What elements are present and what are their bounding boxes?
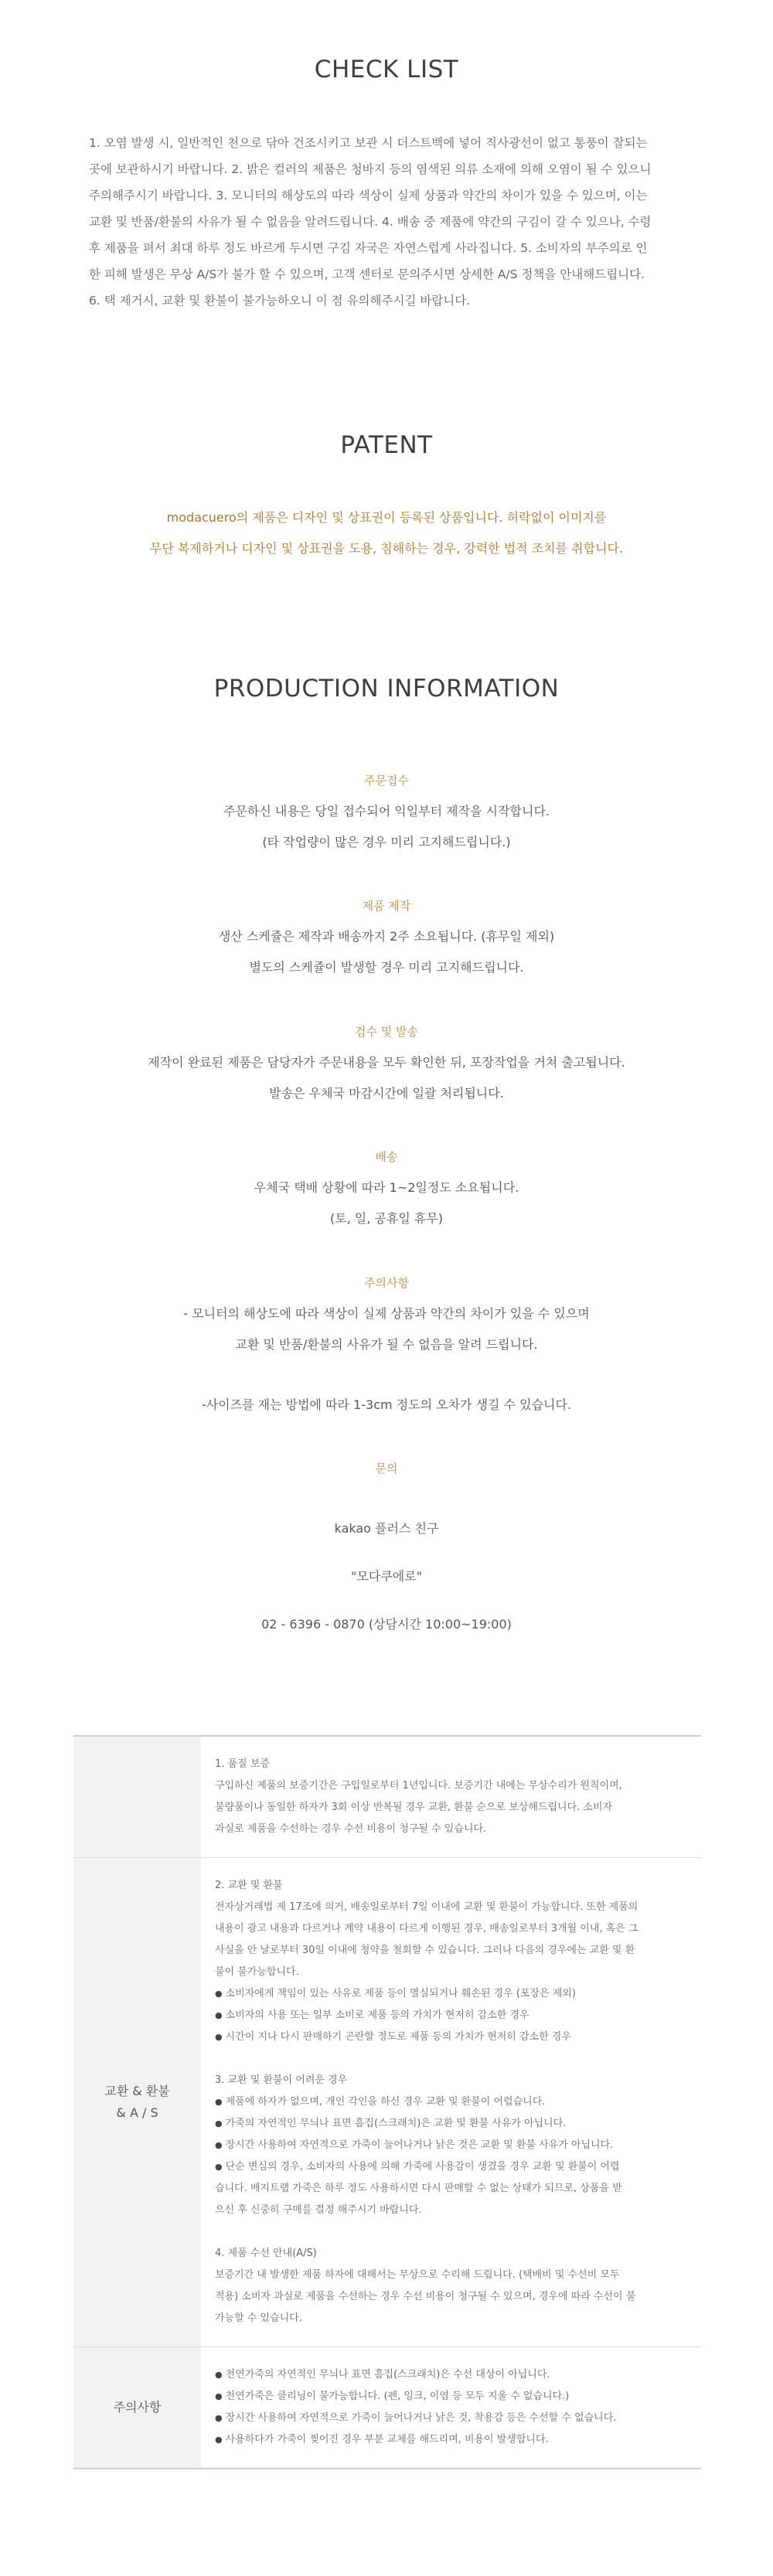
checklist-line: 교환 및 반품/환불의 사유가 될 수 없음을 알려드립니다. 4. 배송 중 제품에 약간의 구김이 갈 수 있으나, 수령 bbox=[89, 215, 652, 229]
repair-title: 4. 제품 수선 안내(A/S) bbox=[215, 2248, 317, 2259]
shipping-label: 배송 bbox=[375, 1150, 398, 1164]
repair-line: 보증기간 내 발생한 제품 하자에 대해서는 무상으로 수리해 드립니다. (택배비 및 수선비 모두 bbox=[215, 2269, 620, 2281]
exchange-bullet: ● 시간이 지나 다시 판매하기 곤란할 정도로 제품 등의 가치가 현저히 감소한 경우 bbox=[215, 2026, 687, 2048]
exchange-head: 교환 & 환불 & A / S bbox=[73, 1858, 201, 2346]
unable-bullet-long-cont: 으신 후 신중히 구매를 결정 해주시기 바랍니다. bbox=[215, 2204, 422, 2216]
warranty-line: 과실로 제품을 수선하는 경우 수선 비용이 청구될 수 있습니다. bbox=[215, 1823, 487, 1835]
notes-body bbox=[201, 2347, 701, 2468]
order-line: 주문하신 내용은 당일 접수되어 익일부터 제작을 시작합니다. bbox=[223, 804, 550, 818]
notes-bullet: ● 장시간 사용하여 자연적으로 가죽이 늘어나거나 낡은 것, 착용감 등은 수선할 수 없습니다. bbox=[215, 2408, 687, 2429]
contact-phone: 02 - 6396 - 0870 (상담시간 10:00~19:00) bbox=[261, 1617, 512, 1632]
production-inspection bbox=[0, 1016, 773, 1109]
order-label: 주문접수 bbox=[364, 774, 409, 788]
production-making bbox=[0, 890, 773, 983]
inspection-label: 검수 및 발송 bbox=[355, 1025, 418, 1039]
info-table bbox=[73, 1735, 701, 2469]
notes-head: 주의사항 bbox=[73, 2347, 201, 2468]
repair-line: 적용) 소비자 과실로 제품을 수선하는 경우 수선 비용이 청구될 수 있으며, 경우에 따라 수선이 불 bbox=[215, 2291, 636, 2302]
exchange-line: 사실을 안 날로부터 30일 이내에 청약을 철회할 수 있습니다. 그러나 다음의 경우에는 교환 및 환 bbox=[215, 1945, 635, 1956]
caution-label: 주의사항 bbox=[364, 1276, 409, 1290]
checklist-line: 6. 택 제거시, 교환 및 환불이 불가능하오니 이 점 유의해주시길 바랍니다. bbox=[89, 294, 471, 308]
contact-label: 문의 bbox=[375, 1462, 398, 1475]
checklist-line: 주의해주시기 바랍니다. 3. 모니터의 해상도의 따라 색상이 실제 상품과 약간의 차이가 있을 수 있으며, 이는 bbox=[89, 189, 648, 202]
inspection-line: 제작이 완료된 제품은 담당자가 주문내용을 모두 확인한 뒤, 포장작업을 거쳐 출고됩니다. bbox=[148, 1055, 625, 1070]
exchange-line: 불이 불가능합니다. bbox=[215, 1966, 299, 1978]
checklist-line: 곳에 보관하시기 바랍니다. 2. 밝은 컬러의 제품은 청바지 등의 염색된 의류 소재에 의해 오염이 될 수 있으니 bbox=[89, 162, 652, 176]
caution-size-note: -사이즈를 재는 방법에 따라 1-3cm 정도의 오차가 생길 수 있습니다. bbox=[201, 1397, 572, 1412]
production-caution bbox=[0, 1268, 773, 1421]
warranty-body bbox=[201, 1737, 701, 1857]
contact-name: "모다쿠에로" bbox=[351, 1569, 422, 1584]
patent-line: modacuero의 제품은 디자인 및 상표권이 등록된 상품입니다. 허락없이 이미지를 bbox=[166, 510, 607, 525]
exchange-line: 전자상거래법 제 17조에 의거, 배송일로부터 7일 이내에 교환 및 환불이 가능합니다. 또한 제품의 bbox=[215, 1901, 638, 1913]
making-label: 제품 제작 bbox=[362, 899, 411, 913]
exchange-bullet: ● 소비자에게 책임이 있는 사유로 제품 등이 멸실되거나 훼손된 경우 (포장은 제외) bbox=[215, 1983, 687, 2005]
contact-kakao[interactable]: kakao 플러스 친구 bbox=[334, 1521, 439, 1536]
production-order bbox=[0, 765, 773, 858]
warranty-head bbox=[73, 1737, 201, 1857]
warranty-line: 구입하신 제품의 보증기간은 구입일로부터 1년입니다. 보증기간 내에는 무상수리가 원칙이며, bbox=[215, 1780, 622, 1792]
warranty-line: 불량품이나 동일한 하자가 3회 이상 반복될 경우 교환, 환불 순으로 보상해드립니다. 소비자 bbox=[215, 1802, 613, 1813]
exchange-line: 내용이 광고 내용과 다르거나 계약 내용이 다르게 이행된 경우, 배송일로부터 3개월 이내, 혹은 그 bbox=[215, 1923, 638, 1935]
making-line: 생산 스케쥴은 제작과 배송까지 2주 소요됩니다. (휴무일 제외) bbox=[218, 929, 555, 944]
caution-line: - 모니터의 해상도에 따라 색상이 실제 상품과 약간의 차이가 있을 수 있으며 bbox=[183, 1306, 590, 1321]
production-title: PRODUCTION INFORMATION bbox=[213, 675, 560, 703]
unable-bullet-long: ● 단순 변심의 경우, 소비자의 사용에 의해 가죽에 사용감이 생겼을 경우 교환 및 환불이 어렵 bbox=[215, 2156, 687, 2178]
checklist-title: CHECK LIST bbox=[314, 56, 459, 83]
shipping-line: 우체국 택배 상황에 따라 1~2일정도 소요됩니다. bbox=[254, 1180, 519, 1195]
making-line: 별도의 스케쥴이 발생할 경우 미리 고지해드립니다. bbox=[249, 960, 524, 975]
table-row-exchange bbox=[73, 1858, 701, 2347]
warranty-title: 1. 품질 보증 bbox=[215, 1758, 270, 1770]
inspection-line: 발송은 우체국 마감시간에 일괄 처리됩니다. bbox=[269, 1086, 504, 1101]
notes-bullet: ● 사용하다가 가죽이 찢어진 경우 부분 교체를 해드리며, 비용이 발생합니다. bbox=[215, 2429, 687, 2451]
unable-bullet-long-cont: 습니다. 배지트랩 가죽은 하루 정도 사용하시면 다시 판매할 수 없는 상태가 되므로, 상품을 받 bbox=[215, 2183, 622, 2194]
exchange-title: 2. 교환 및 환불 bbox=[215, 1880, 283, 1891]
production-contact bbox=[0, 1453, 773, 1640]
production-shipping bbox=[0, 1142, 773, 1234]
patent-title: PATENT bbox=[340, 431, 433, 459]
notes-bullet: ● 천연가죽은 클리닝이 불가능합니다. (펜, 잉크, 이염 등 모두 지울 수 없습니다.) bbox=[215, 2386, 687, 2408]
table-row-warranty bbox=[73, 1737, 701, 1858]
notes-bullet: ● 천연가죽의 자연적인 무늬나 표면 흠집(스크래치)은 수선 대상이 아닙니다. bbox=[215, 2364, 687, 2386]
unable-bullet: ● 가죽의 자연적인 무늬나 표면 흠집(스크래치)은 교환 및 환불 사유가 아닙니다. bbox=[215, 2113, 687, 2135]
unable-bullet: ● 장시간 사용하여 자연적으로 가죽이 늘어나거나 낡은 것은 교환 및 환불 사유가 아닙니다. bbox=[215, 2135, 687, 2156]
exchange-bullet: ● 소비자의 사용 또는 일부 소비로 제품 등의 가치가 현저히 감소한 경우 bbox=[215, 2005, 687, 2026]
checklist-line: 후 제품을 펴서 최대 하루 정도 바르게 두시면 구김 자국은 자연스럽게 사라집니다. 5. 소비자의 부주의로 인 bbox=[89, 241, 648, 255]
shipping-line: (토, 일, 공휴일 휴무) bbox=[329, 1211, 444, 1226]
table-row-notes bbox=[73, 2347, 701, 2468]
checklist-body bbox=[89, 130, 684, 314]
repair-line: 가능할 수 있습니다. bbox=[215, 2312, 302, 2324]
checklist-line: 한 피해 발생은 무상 A/S가 불가 할 수 있으며, 고객 센터로 문의주시면 상세한 A/S 정책을 안내해드립니다. bbox=[89, 267, 645, 281]
exchange-body bbox=[201, 1858, 701, 2346]
patent-line: 무단 복제하거나 디자인 및 상표권을 도용, 침해하는 경우, 강력한 법적 조치를 취합니다. bbox=[149, 541, 624, 556]
checklist-line: 1. 오염 발생 시, 일반적인 천으로 닦아 건조시키고 보관 시 더스트백에 넣어 직사광선이 없고 통풍이 잘되는 bbox=[89, 136, 648, 150]
caution-line: 교환 및 반품/환불의 사유가 될 수 없음을 알려 드립니다. bbox=[235, 1337, 538, 1352]
order-line: (타 작업량이 많은 경우 미리 고지해드립니다.) bbox=[262, 835, 511, 849]
unable-bullet: ● 제품에 하자가 없으며, 개인 각인을 하신 경우 교환 및 환불이 어렵습니다. bbox=[215, 2091, 687, 2113]
patent-body bbox=[0, 502, 773, 564]
unable-title: 3. 교환 및 환불이 어려운 경우 bbox=[215, 2074, 348, 2086]
